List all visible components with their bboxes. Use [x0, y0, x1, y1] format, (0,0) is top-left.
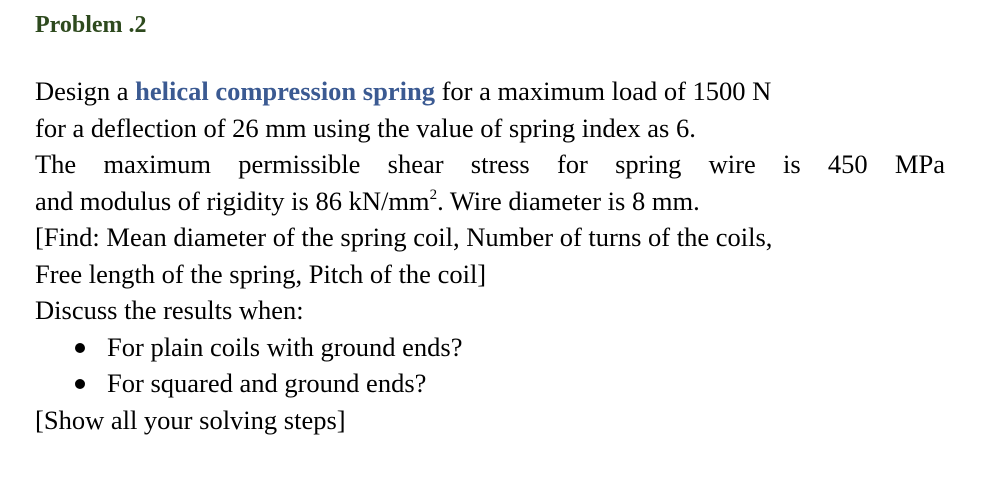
- problem-body: [35, 73, 945, 438]
- highlight-term: helical compression spring: [135, 76, 435, 106]
- body-line-4: [35, 183, 945, 220]
- bullet-item: [75, 329, 945, 366]
- superscript-exponent: 2: [429, 186, 438, 203]
- body-line-1: [35, 73, 945, 110]
- closing-instruction: [Show all your solving steps]: [35, 404, 346, 435]
- body-line-2: for a deflection of 26 mm using the value of spring index as 6.: [35, 112, 696, 143]
- bullet-dot-icon: [75, 379, 85, 389]
- bullet-item: [75, 365, 945, 402]
- body-line-7: Discuss the results when:: [35, 295, 304, 325]
- bullet-text: For squared and ground ends?: [107, 368, 427, 398]
- problem-title: Problem .2: [35, 12, 147, 38]
- line1-post: for a maximum load of 1500 N: [434, 76, 772, 106]
- bullet-text: For plain coils with ground ends?: [107, 331, 463, 362]
- bullet-dot-icon: [75, 343, 85, 353]
- body-line-6: Free length of the spring, Pitch of the coil]: [35, 258, 487, 289]
- line1-pre: Design a: [35, 76, 136, 106]
- line4-post: . Wire diameter is 8 mm.: [437, 185, 700, 216]
- bullet-list: [35, 329, 945, 402]
- body-line-5: [Find: Mean diameter of the spring coil, Number of turns of the coils,: [35, 222, 773, 252]
- line4-pre: and modulus of rigidity is 86 kN/mm: [35, 185, 430, 216]
- body-line-3: The maximum permissible shear stress for spring wire is 450 MPa: [35, 149, 945, 179]
